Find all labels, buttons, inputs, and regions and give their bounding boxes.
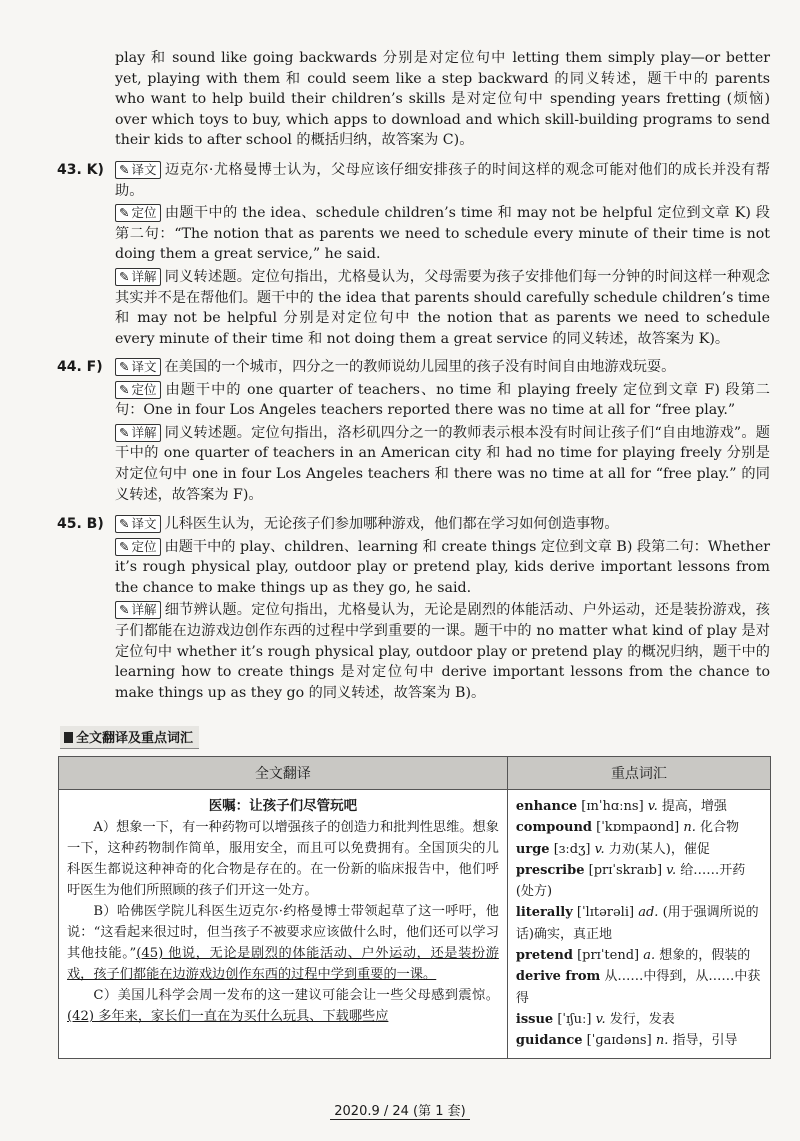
detail-text: 同义转述题。定位句指出，尤格曼认为，父母需要为孩子安排他们每一分钟的时间这样一种观念其实并不是在帮他们。题干中的 the idea that parents should carefully schedule children’s time 和 may not be helpful 分别是对定位句中 the notion that as parents we need to schedule every minute of their time 和 not doing them a great service 的同义转述，故答案为 K)。 [115,268,770,347]
vocab-entry: literally [ˈlɪtərəli] ad. (用于强调所说的话)确实，真正地 [515,905,759,942]
vocab-entry: derive from 从……中得到，从……中获得 [515,969,761,1006]
question-number: 43. K) [57,162,104,178]
question-number: 45. B) [57,516,104,532]
locate-text: 由题干中的 play、children、learning 和 create things 定位到文章 B) 段第二句：Whether it’s rough physical play, outdoor play or pretend play, kids derive important lessons from the chance to make things up as they go, he said. [115,538,770,596]
underlined-answer-42: (42) 多年来，家长们一直在为买什么玩具、下载哪些应 [67,1009,389,1024]
pen-icon: ✎ [119,162,130,177]
translation-line [115,160,770,201]
translation-line [115,514,770,535]
locate-tag: ✎ 定位 [115,538,161,556]
vocab-cell [507,790,770,1059]
book-icon [64,732,73,743]
answer-item-43 [57,160,770,349]
locate-text: 由题干中的 the idea、schedule children’s time 和 may not be helpful 定位到文章 K) 段第二句：“The notion that as parents we need to schedule every minute of their time is not doing them a great service,” he said. [115,205,770,263]
vocab-entry: urge [ɜːdʒ] v. 力劝(某人)，催促 [515,841,710,857]
vocab-entry: guidance [ˈɡaɪdəns] n. 指导，引导 [515,1033,738,1049]
pen-icon: ✎ [119,268,130,284]
vocab-entry: pretend [prɪˈtend] a. 想象的，假装的 [515,948,751,964]
pen-icon: ✎ [119,538,130,554]
pen-icon: ✎ [119,381,130,397]
translation-text: 儿科医生认为，无论孩子们参加哪种游戏，他们都在学习如何创造事物。 [164,516,619,532]
translation-tag: ✎ 译文 [115,161,161,179]
vocab-entry: issue [ˈɪʃuː] v. 发行，发表 [515,1011,675,1027]
vocab-entry: enhance [ɪnˈhɑːns] v. 提高，增强 [515,799,727,814]
detail-tag: ✎ 详解 [115,601,161,619]
detail-text: 同义转述题。定位句指出，洛杉矶四分之一的教师表示根本没有时间让孩子们“自由地游戏”。题干中的 one quarter of teachers in an American city 和 had no time for playing freely 分别是对定位句中 one in four Los Angeles teachers 和 there was no time at all for “free play.” 的同义转述，故答案为 F)。 [115,424,770,503]
pen-icon: ✎ [119,205,130,221]
section-title: 全文翻译及重点词汇 [60,726,199,749]
locate-line [115,537,770,599]
pen-icon: ✎ [119,516,130,531]
locate-text: 由题干中的 one quarter of teachers、no time 和 playing freely 定位到文章 F) 段第二句：One in four Los Angeles teachers reported there was no time at all for “free play.” [115,381,770,419]
paragraph-c: C）美国儿科学会周一发布的这一建议可能会让一些父母感到震惊。(42) 多年来，家长们一直在为买什么玩具、下载哪些应 [67,988,499,1024]
article-title: 医嘱：让孩子们尽管玩吧 [208,798,358,814]
locate-tag: ✎ 定位 [115,381,161,399]
pen-icon: ✎ [119,602,130,618]
translation-text: 在美国的一个城市，四分之一的教师说幼儿园里的孩子没有时间自由地游戏玩耍。 [164,359,676,375]
question-number: 44. F) [57,359,103,375]
detail-line [115,423,770,505]
underlined-answer-45: (45) 他说，无论是剧烈的体能活动、户外运动，还是装扮游戏，孩子们都能在边游戏边创作东西的过程中学到重要的一课。 [67,946,499,982]
paragraph-a: A）想象一下，有一种药物可以增强孩子的创造力和批判性思维。想象一下，这种药物制作简单，服用安全，而且可以免费拥有。全国顶尖的儿科医生都说这种神奇的化合物是存在的。在一份新的临床报告中，他们呼吁医生为他们所照顾的孩子们开这一处方。 [67,820,499,898]
locate-tag: ✎ 定位 [115,204,161,222]
intro-paragraph: play 和 sound like going backwards 分别是对定位句中 letting them simply play—or better yet, playing with them 和 could seem like a step backward 的同义转述，题干中的 parents who want to help build their children’s skills 是对定位句中 spending years fretting (烦恼) over which toys to buy, which apps to download and which skill-building programs to send their kids to after school 的概括归纳，故答案为 C)。 [115,50,770,149]
translation-cell [59,790,508,1059]
paragraph-b: B）哈佛医学院儿科医生迈克尔·约格曼博士带领起草了这一呼吁，他说：“这看起来很过时，但当孩子不被要求应该做什么时，他们还可以学习其他技能。”(45) 他说，无论是剧烈的体能活动、户外运动，还是装扮游戏，孩子们都能在边游戏边创作东西的过程中学到重要的一课。 [67,904,499,982]
detail-line [115,600,770,703]
translation-tag: ✎ 译文 [115,515,161,533]
pen-icon: ✎ [119,359,130,374]
page-footer [0,1100,800,1119]
translation-tag: ✎ 译文 [115,358,161,376]
translation-line [115,357,770,378]
translation-text: 迈克尔·尤格曼博士认为，父母应该仔细安排孩子的时间这样的观念可能对他们的成长并没有帮助。 [115,162,770,199]
locate-line [115,203,770,265]
col-header-translation: 全文翻译 [59,757,508,790]
answer-item-45 [57,514,770,703]
answer-item-44 [57,357,770,505]
pen-icon: ✎ [119,424,130,440]
detail-tag: ✎ 详解 [115,268,161,286]
vocab-entry: prescribe [prɪˈskraɪb] v. 给……开药(处方) [515,862,746,900]
translation-vocab-table [58,756,771,1059]
col-header-vocab: 重点词汇 [507,757,770,790]
detail-tag: ✎ 详解 [115,424,161,442]
detail-text: 细节辨认题。定位句指出，尤格曼认为，无论是剧烈的体能活动、户外运动，还是装扮游戏，孩子们都能在边游戏边创作东西的过程中学到重要的一课。题干中的 no matter what kind of play 是对定位句中 whether it’s rough physical play, outdoor play or pretend play 的概况归纳，题干中的 learning how to create things 是对定位句中 derive important lessons from the chance to make things up as they go 的同义转述，故答案为 B)。 [115,602,770,701]
page-number: 2020.9 / 24 (第 1 套) [330,1104,470,1120]
detail-line [115,267,770,349]
vocab-entry: compound [ˈkɒmpaʊnd] n. 化合物 [515,820,740,836]
locate-line [115,380,770,421]
